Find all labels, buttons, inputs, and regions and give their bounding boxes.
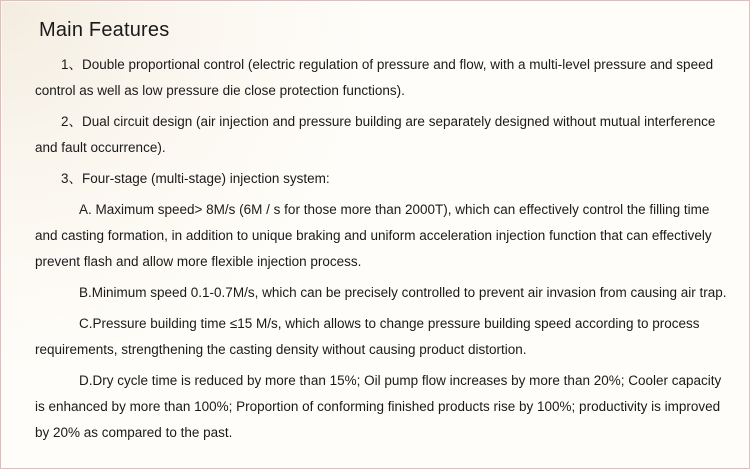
feature-paragraph-3d: D.Dry cycle time is reduced by more than 15%; Oil pump flow increases by more than 20%; Cooler capacity is enhanced by more than 100%; Proportion of conforming finished products rise by 100%; productivity is improved by 20% as compared to the past.: [35, 373, 722, 440]
feature-paragraph-3c: C.Pressure building time ≤15 M/s, which allows to change pressure building speed according to process requirements, strengthening the casting density without causing product distortion.: [35, 316, 700, 357]
document-content: [1, 1, 749, 467]
feature-paragraph-3b: B.Minimum speed 0.1-0.7M/s, which can be precisely controlled to prevent air invasion from causing air trap.: [79, 285, 727, 300]
feature-paragraph-3: 3、Four-stage (multi-stage) injection system:: [61, 171, 330, 186]
feature-paragraph-1: 1、Double proportional control (electric regulation of pressure and flow, with a multi-level pressure and speed control as well as low pressure die close protection functions).: [35, 57, 714, 98]
feature-paragraph-2: 2、Dual circuit design (air injection and pressure building are separately designed without mutual interference and fault occurrence).: [35, 114, 716, 155]
feature-paragraph-3a: A. Maximum speed> 8M/s (6M / s for those more than 2000T), which can effectively control the filling time and casting formation, in addition to unique braking and uniform acceleration injection function that can effectively prevent flash and allow more flexible injection process.: [35, 202, 712, 269]
bottom-spacer: [35, 451, 727, 457]
page-title: Main Features: [39, 19, 170, 41]
